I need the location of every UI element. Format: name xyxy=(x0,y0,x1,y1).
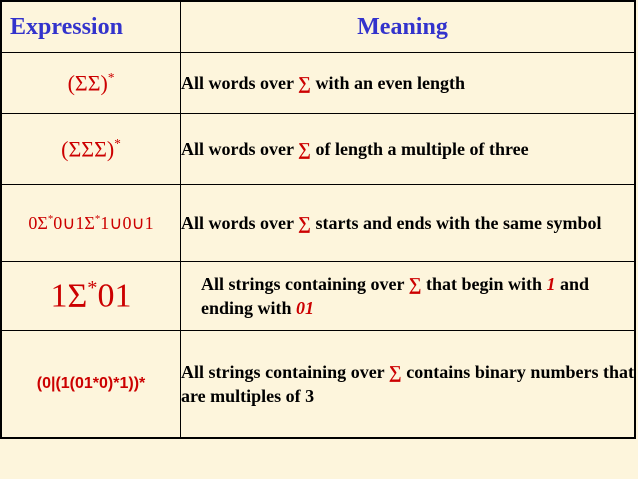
kleene-star: * xyxy=(47,212,54,225)
meaning-cell xyxy=(181,262,636,331)
table-header-row xyxy=(1,1,635,53)
table-row xyxy=(1,185,635,262)
expression-text: 01 xyxy=(97,277,132,315)
meaning-cell xyxy=(181,185,636,262)
kleene-star: * xyxy=(114,135,121,151)
table-row xyxy=(1,262,635,331)
sigma-symbol: ∑ xyxy=(388,361,402,382)
expression-cell xyxy=(1,185,181,262)
sigma-symbol: ∑ xyxy=(298,72,312,93)
expression-text: 1∪0∪1 xyxy=(100,212,154,233)
meaning-text: contains binary numbers that are multiples of 3 xyxy=(181,361,634,406)
meaning-cell xyxy=(181,53,636,114)
meaning-text: starts and ends with the same symbol xyxy=(311,212,602,233)
meaning-text: All words over xyxy=(181,72,299,93)
expression-cell xyxy=(1,114,181,185)
expression-text: 1Σ xyxy=(50,277,88,315)
begin-digit: 1 xyxy=(546,273,556,294)
expression-cell: (0|(1(01*0)*1))* xyxy=(1,331,181,439)
sigma-symbol: ∑ xyxy=(298,138,312,159)
expression-text: 0∪1Σ xyxy=(53,212,95,233)
meaning-text: of length a multiple of three xyxy=(311,138,529,159)
expression-cell xyxy=(1,262,181,331)
end-digits: 01 xyxy=(296,298,315,318)
kleene-star: * xyxy=(87,276,98,299)
meaning-text: All words over xyxy=(181,138,299,159)
expression-header: Expression xyxy=(1,1,181,53)
meaning-cell xyxy=(181,114,636,185)
meaning-cell xyxy=(181,331,636,439)
meaning-text: with an even length xyxy=(311,72,466,93)
meaning-text: All strings containing over xyxy=(201,273,409,294)
kleene-star: * xyxy=(107,69,115,85)
meaning-text: and ending with xyxy=(201,273,590,318)
table-row xyxy=(1,114,635,185)
expression-text: (ΣΣ) xyxy=(67,70,108,96)
meaning-header: Meaning xyxy=(181,1,636,53)
sigma-symbol: ∑ xyxy=(298,212,312,233)
table-row xyxy=(1,331,635,439)
meaning-text: that begin with xyxy=(421,273,547,294)
table-row xyxy=(1,53,635,114)
meaning-text: All words over xyxy=(181,212,299,233)
sigma-symbol: ∑ xyxy=(408,273,422,294)
expression-text: 0Σ xyxy=(28,212,48,233)
expression-text: (ΣΣΣ) xyxy=(61,136,115,162)
kleene-star: * xyxy=(94,212,101,225)
meaning-text: All strings containing over xyxy=(181,361,389,382)
expression-cell xyxy=(1,53,181,114)
